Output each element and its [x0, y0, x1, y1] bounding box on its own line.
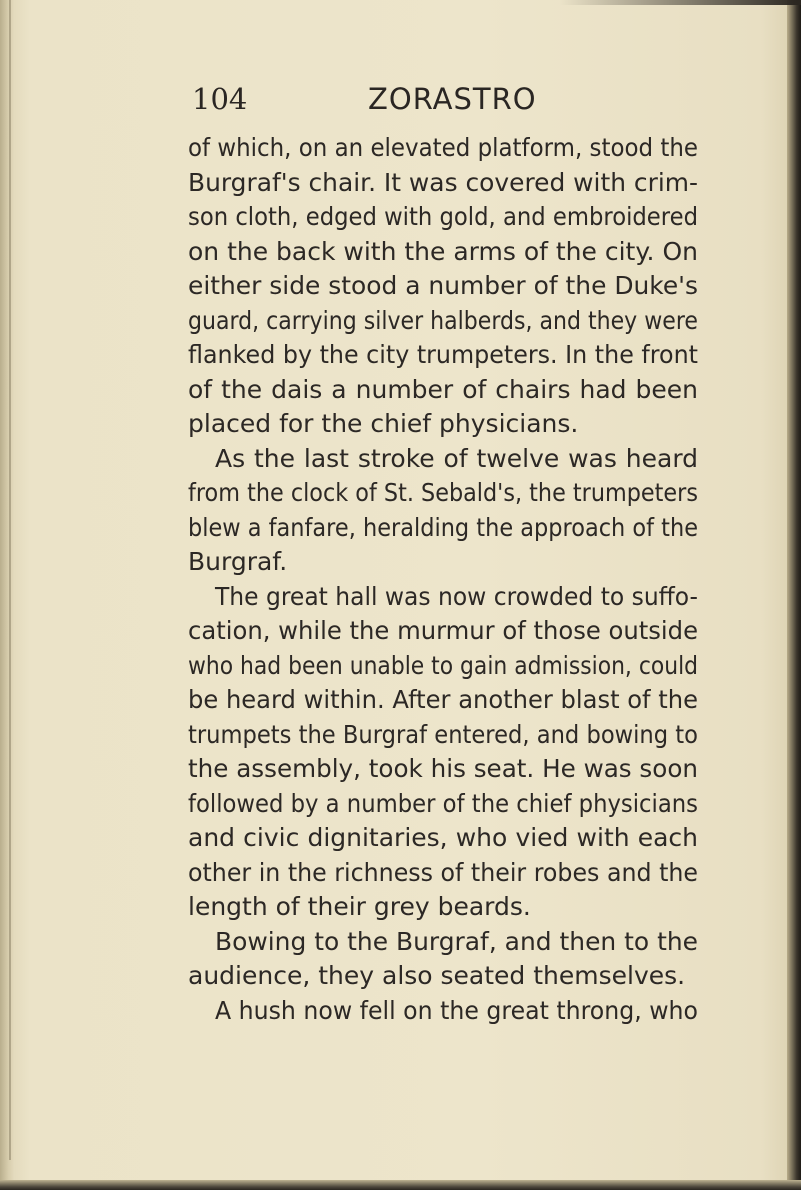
- text-line: followed by a number of the chief physicians: [188, 788, 699, 818]
- page-header: [0, 82, 801, 122]
- text-line: Bowing to the Burgraf, and then to the: [215, 926, 698, 956]
- text-line: either side stood a number of the Duke's: [188, 271, 699, 300]
- top-edge-shadow: [560, 0, 801, 5]
- text-line: As the last stroke of twelve was heard: [215, 443, 699, 473]
- text-line: cation, while the murmur of those outside: [188, 616, 699, 645]
- text-line: from the clock of St. Sebald's, the trumpeters: [188, 478, 698, 507]
- page-number: 104: [192, 82, 248, 116]
- text-line: trumpets the Burgraf entered, and bowing to: [188, 719, 698, 749]
- text-line: of the dais a number of chairs had been: [188, 374, 698, 404]
- text-line: other in the richness of their robes and the: [188, 857, 698, 887]
- running-head: ZORASTRO: [368, 82, 537, 116]
- text-line: flanked by the city trumpeters. In the front: [188, 340, 698, 369]
- text-line: Burgraf.: [188, 547, 288, 576]
- text-line: of which, on an elevated platform, stood the: [188, 133, 699, 162]
- text-line: on the back with the arms of the city. On: [188, 236, 698, 266]
- text-line: be heard within. After another blast of the: [188, 685, 698, 714]
- text-line: who had been unable to gain admission, could: [188, 650, 699, 680]
- text-line: length of their grey beards.: [188, 892, 531, 921]
- text-line: Burgraf's chair. It was covered with crim-: [188, 167, 699, 197]
- text-line: and civic dignitaries, who vied with each: [188, 823, 698, 852]
- text-line: A hush now fell on the great throng, who: [215, 995, 698, 1025]
- text-line: the assembly, took his seat. He was soon: [188, 754, 698, 783]
- text-line: audience, they also seated themselves.: [188, 961, 686, 990]
- text-line: blew a fanfare, heralding the approach of the: [188, 512, 699, 542]
- bottom-edge-shadow: [0, 1180, 801, 1190]
- text-line: placed for the chief physicians.: [188, 409, 579, 438]
- text-line: The great hall was now crowded to suffo-: [215, 581, 698, 611]
- text-line: son cloth, edged with gold, and embroidered: [188, 202, 698, 231]
- text-line: guard, carrying silver halberds, and they were: [188, 305, 698, 335]
